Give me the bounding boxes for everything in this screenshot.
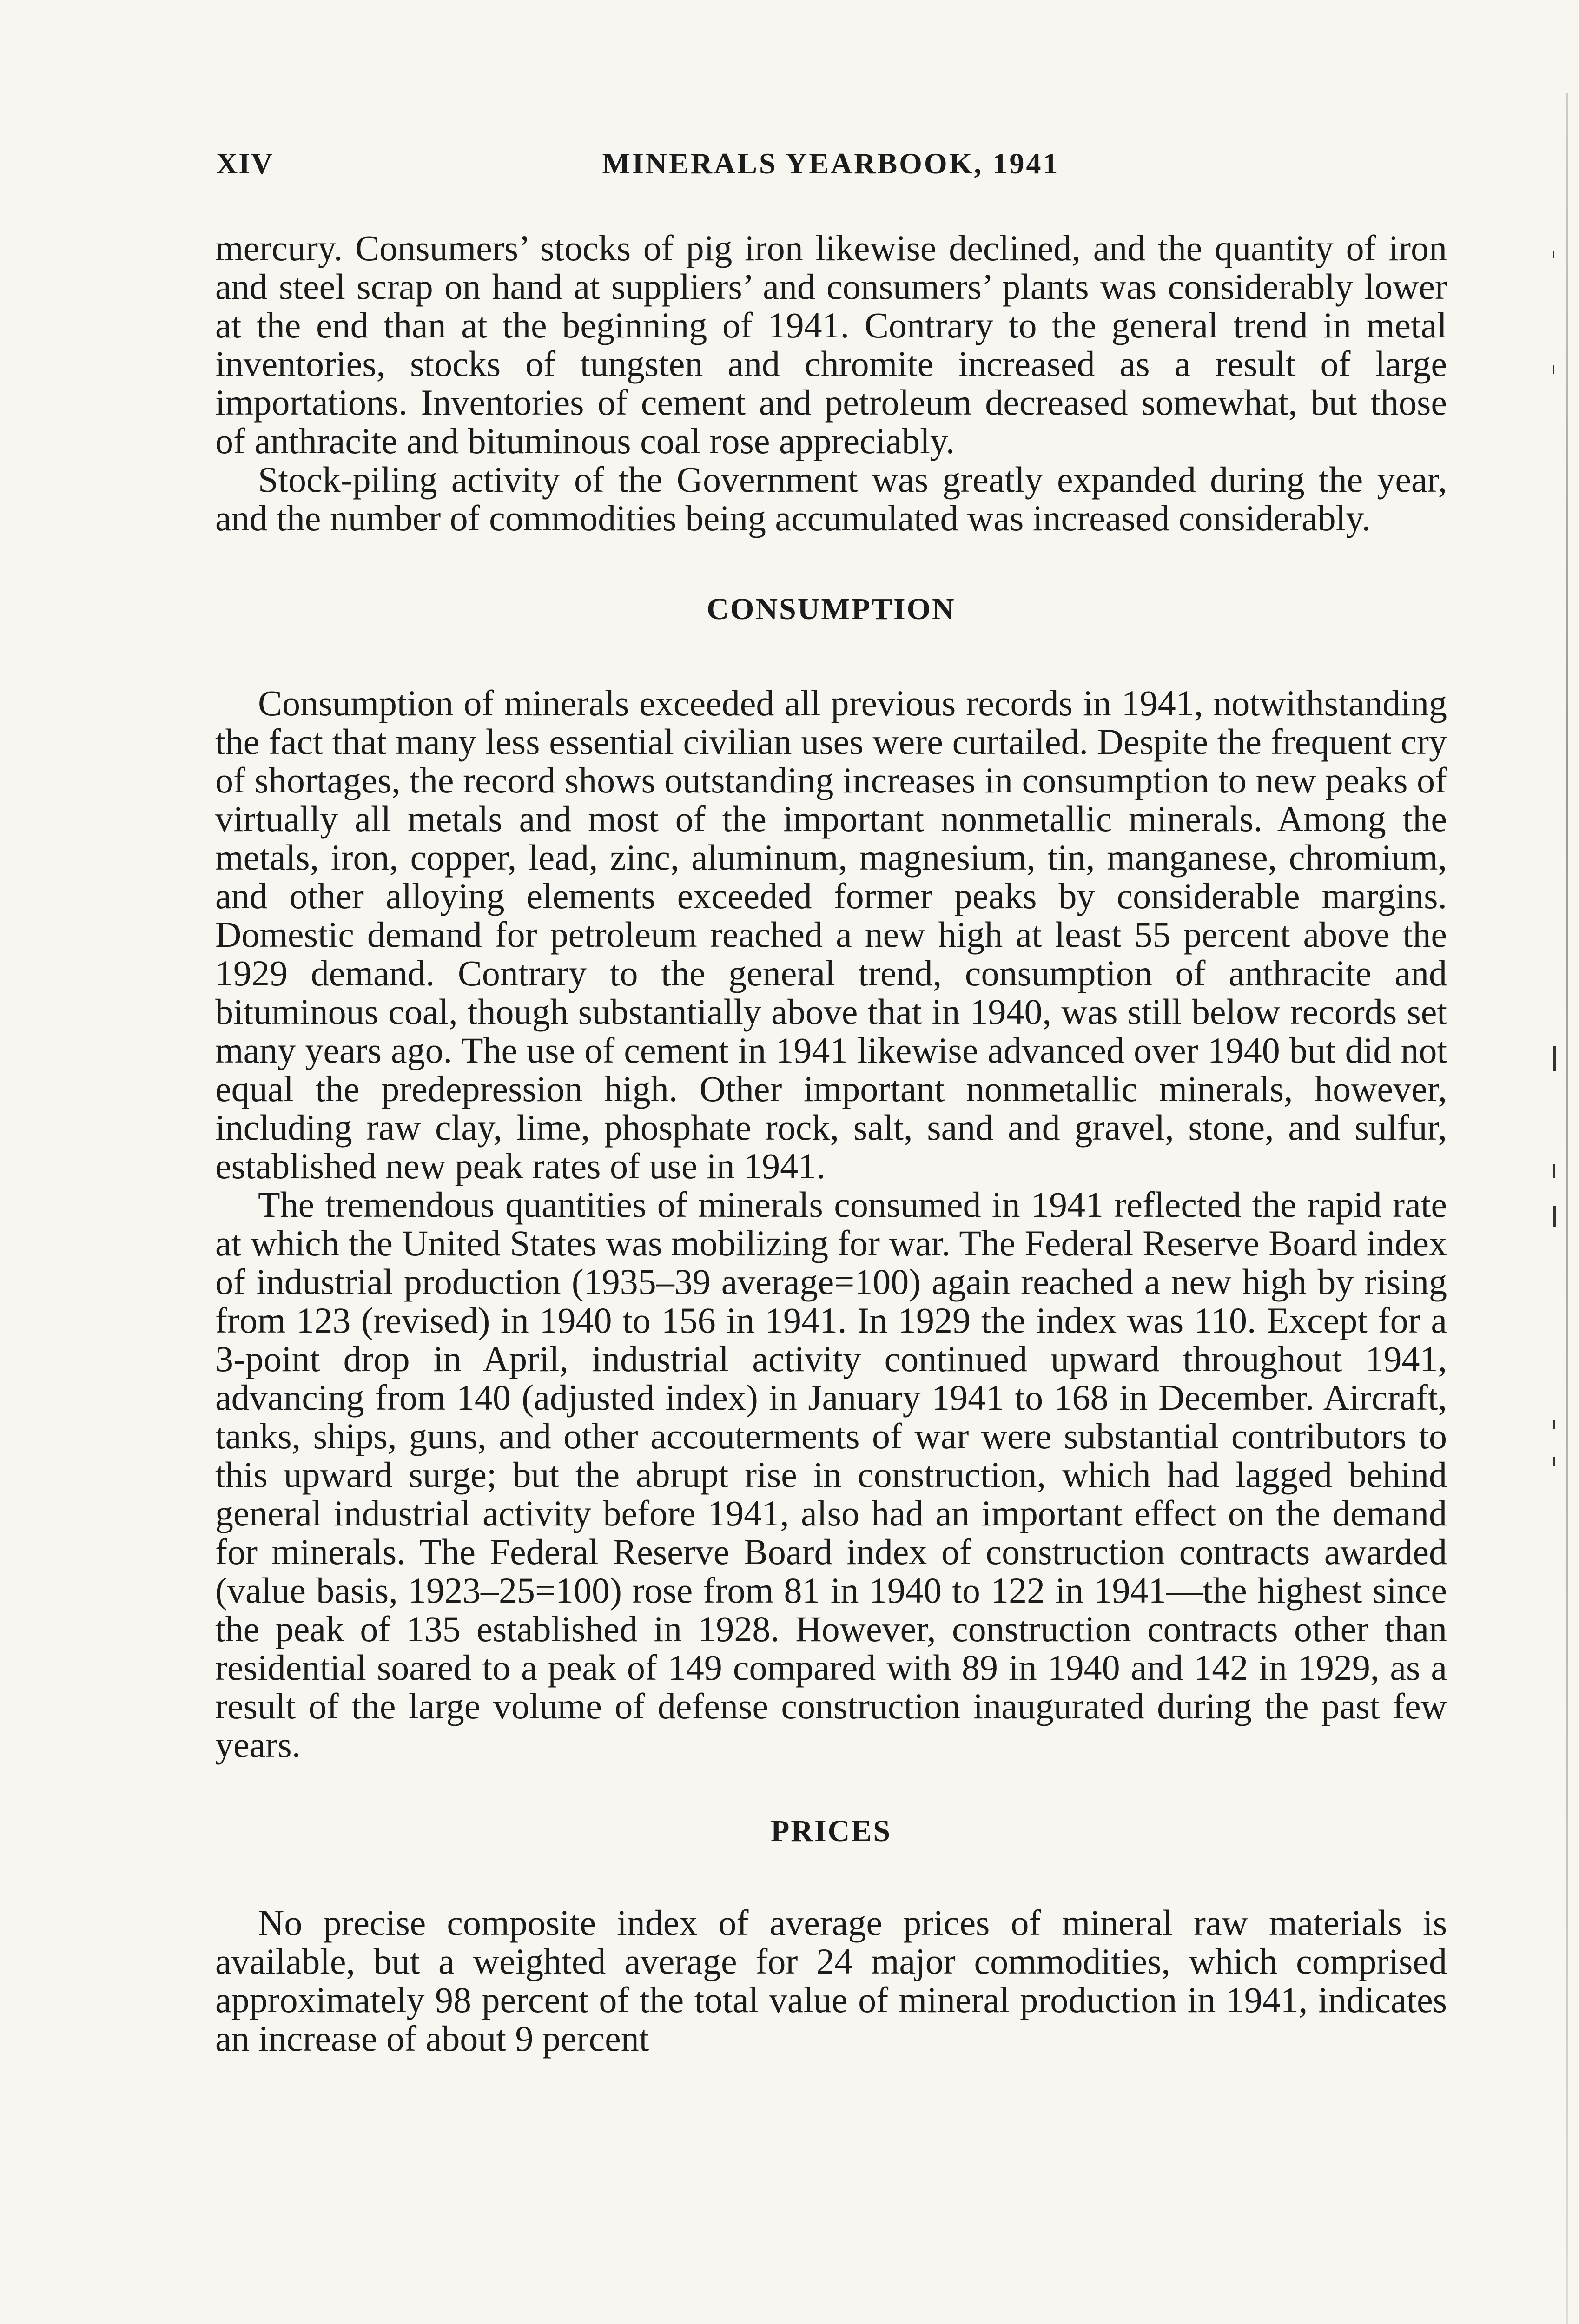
paragraph-prices: No precise composite index of average prices of mineral raw materials is available, but a weighted average for 24 major commodities, which comprised approximately 98 percent of the total value of mineral production in 1941, indicates an increase of about 9 percent [215, 1902, 1447, 2059]
scan-mark [1553, 365, 1554, 374]
paragraph-stock-piling: Stock-piling activity of the Government was greatly expanded during the year, and the number of commodities being accumulated was increased considerably. [215, 459, 1447, 538]
paragraph-consumption-records: Consumption of minerals exceeded all previous records in 1941, notwithstanding the fact that many less essential civilian uses were curtailed. Despite the frequent cry of shortages, the record shows outstanding increases in consumption to new peaks of virtually all metals and most of the important nonmetallic minerals. Among the metals, iron, copper, lead, zinc, aluminum, magnesium, tin, manganese, chromium, and other alloying elements exceeded former peaks by considerable margins. Domestic demand for petroleum reached a new high at least 55 percent above the 1929 demand. Contrary to the general trend, consumption of anthracite and bituminous coal, though substantially above that in 1940, was still below records set many years ago. The use of cement in 1941 likewise advanced over 1940 but did not equal the predepression high. Other important nonmetallic minerals, however, including raw clay, lime, phosphate rock, salt, sand and gravel, stone, and sulfur, established new peak rates of use in 1941. [215, 683, 1447, 1186]
page-number: XIV [216, 147, 274, 180]
paragraph-industrial-production: The tremendous quantities of minerals consumed in 1941 reflected the rapid rate at which the United States was mobilizing for war. The Federal Reserve Board index of industrial production (1935–39 average=100) again reached a new high by rising from 123 (revised) in 1940 to 156 in 1941. In 1929 the index was 110. Except for a 3-point drop in April, industrial activity continued upward throughout 1941, advancing from 140 (adjusted index) in January 1941 to 168 in December. Aircraft, tanks, ships, guns, and other accouterments of war were substantial contributors to this upward surge; but the abrupt rise in construction, which had lagged behind general industrial activity before 1941, also had an important effect on the demand for minerals. The Federal Reserve Board index of construction contracts awarded (value basis, 1923–25=100) rose from 81 in 1940 to 122 in 1941—the highest since the peak of 135 established in 1928. However, construction contracts other than residential soared to a peak of 149 compared with 89 in 1940 and 142 in 1929, as a result of the large volume of defense construction inaugurated during the past few years. [215, 1184, 1447, 1765]
body-text [215, 229, 1447, 2058]
paragraph-inventories: mercury. Consumers’ stocks of pig iron likewise declined, and the quantity of iron and steel scrap on hand at suppliers’ and consumers’ plants was considerably lower at the end than at the beginning of 1941. Contrary to the general trend in metal inventories, stocks of tungsten and chromite increased as a result of large importations. Inventories of cement and petroleum decreased somewhat, but those of anthracite and bituminous coal rose appreciably. [215, 228, 1447, 461]
page-header [216, 146, 1446, 193]
scan-mark [1553, 1420, 1555, 1429]
section-heading-consumption: CONSUMPTION [707, 592, 956, 626]
scan-mark [1553, 251, 1554, 258]
running-title: MINERALS YEARBOOK, 1941 [602, 147, 1060, 180]
scan-mark [1553, 1457, 1555, 1466]
scan-mark [1553, 1164, 1555, 1178]
scan-mark [1553, 1206, 1556, 1227]
scan-margin-marks [1553, 0, 1579, 2324]
section-heading-prices: PRICES [770, 1814, 892, 1848]
scan-mark [1553, 1046, 1556, 1071]
